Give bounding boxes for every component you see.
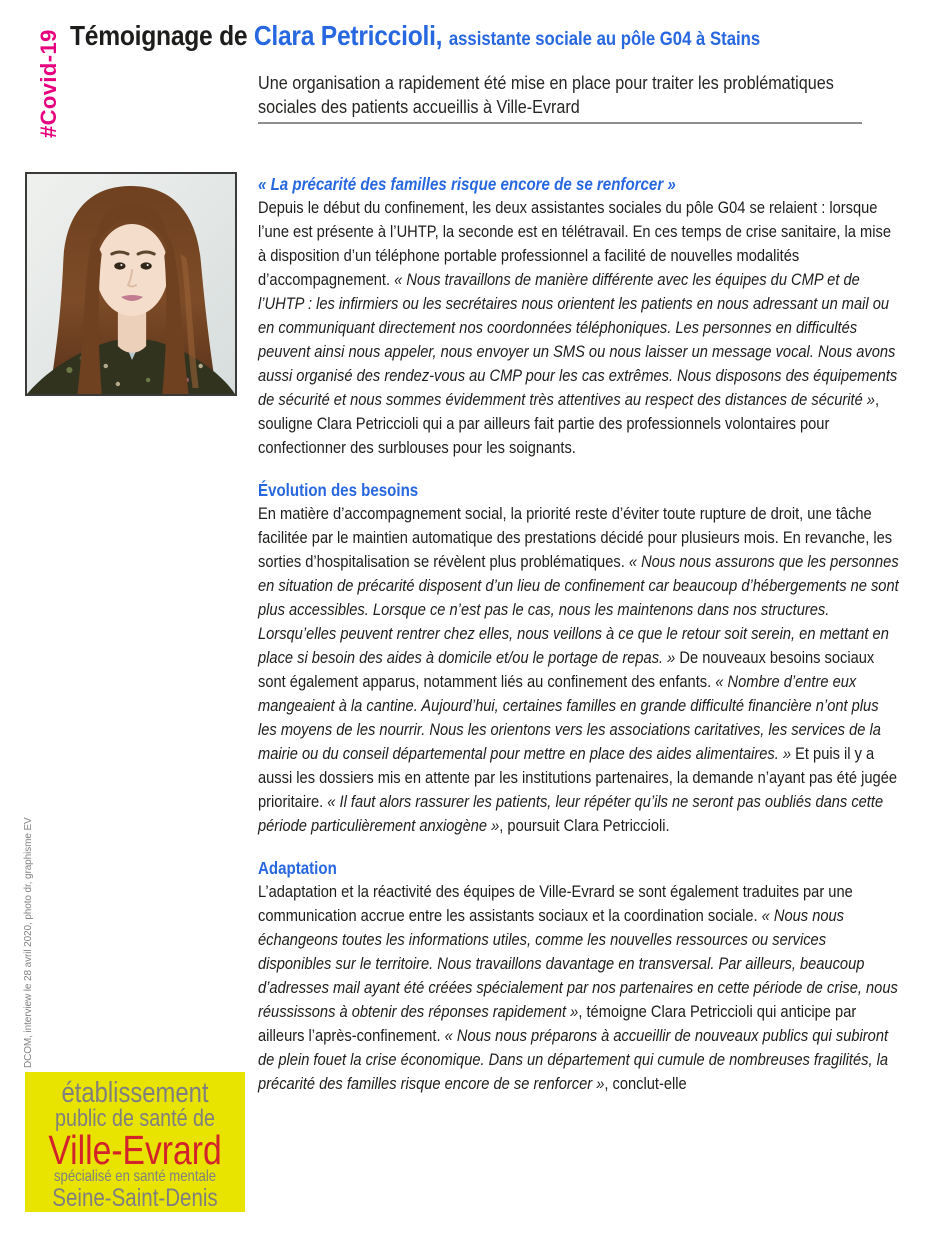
person-role: assistante sociale au pôle G04 à Stains xyxy=(448,29,761,50)
section-heading: Adaptation xyxy=(258,858,337,878)
subtitle xyxy=(258,71,834,119)
section-evolution-des-besoins xyxy=(258,478,900,838)
header-divider xyxy=(258,122,862,124)
section-heading: Évolution des besoins xyxy=(258,480,419,500)
portrait-photo xyxy=(25,172,237,396)
logo-line-seine-saint-denis: Seine-Saint-Denis xyxy=(52,1184,218,1212)
logo-line-specialise: spécialisé en santé mentale xyxy=(53,1168,217,1185)
subtitle-line-2: sociales des patients accueillis à Ville-Evrard xyxy=(258,96,580,117)
page-title xyxy=(70,20,760,52)
logo-text xyxy=(25,1079,245,1211)
section-paragraph: L’adaptation et la réactivité des équipes de Ville-Evrard se sont également traduites par une communication accrue entre les assistants sociaux et la coordination sociale. « Nous nous échangeons toutes les informations utiles, comme les nouvelles ressources ou services disponibles sur le territoire. Nous travaillons davantage en transversal. Par ailleurs, beaucoup d’adresses mail ayant été créées spécialement par nos partenaires en cette période de crise, nous réussissons à obtenir des réponses rapidement », témoigne Clara Petriccioli qui anticipe par ailleurs l’après-confinement. « Nous nous préparons à accueillir de nouveaux publics qui subiront de plein fouet la crise économique. Dans un département qui cumule de nombreuses fragilités, la précarité des familles risque encore de se renforcer », conclut-elle xyxy=(258,882,898,1093)
logo-line-public-de-sante: public de santé de xyxy=(55,1105,215,1132)
person-name: Clara Petriccioli, xyxy=(253,20,443,51)
article xyxy=(258,172,900,1096)
logo-line-etablissement: établissement xyxy=(61,1077,209,1109)
section-heading: « La précarité des familles risque encore de se renforcer » xyxy=(258,174,676,194)
covid-hashtag-label: #Covid-19 xyxy=(36,29,61,138)
photo-credit-vertical: DCOM, interview le 28 avril 2020, photo dr, graphisme EV xyxy=(23,817,34,1068)
section-paragraph: Depuis le début du confinement, les deux assistantes sociales du pôle G04 se relaient : lorsque l’une est présente à l’UHTP, la seconde est en télétravail. En ces temps de crise sanitaire, la mise à disposition d’un téléphone portable professionnel a facilité de nouvelles modalités d’accompagnement. « Nous travaillons de manière différente avec les équipes du CMP et de l’UHTP : les infirmiers ou les secrétaires nous orientent les patients en nous adressant un mail ou en communiquant directement nos coordonnées téléphoniques. Les personnes en difficultés peuvent ainsi nous appeler, nous envoyer un SMS ou nous laisser un message vocal. Nous avons aussi organisé des rendez-vous au CMP pour les cas extrêmes. Nous disposons des équipements de sécurité et nous sommes évidemment très attentives au respect des distances de sécurité », souligne Clara Petriccioli qui a par ailleurs fait partie des professionnels volontaires pour confectionner des surblouses pour les soignants. xyxy=(258,198,898,457)
section-paragraph: En matière d’accompagnement social, la priorité reste d’éviter toute rupture de droit, une tâche facilitée par le maintien automatique des prestations décidé pour plusieurs mois. En revanche, les sorties d’hospitalisation se révèlent plus problématiques. « Nous nous assurons que les personnes en situation de précarité disposent d’un lieu de confinement car beaucoup d’hébergements ne sont plus accessibles. Lorsque ce n’est pas le cas, nous les maintenons dans nos structures. Lorsqu’elles peuvent rentrer chez elles, nous veillons à ce que le retour soit serein, en mettant en place si besoin des aides à domicile et/ou le portage de repas. » De nouveaux besoins sociaux sont également apparus, notamment liés au confinement des enfants. « Nombre d’entre eux mangeaient à la cantine. Aujourd’hui, certaines familles en grande difficulté financière n’ont plus les moyens de les nourrir. Nous les orientons vers les associations caritatives, les services de la mairie ou du conseil départemental pour mettre en place des aides alimentaires. » Et puis il y a aussi les dossiers mis en attente par les institutions partenaires, la demande n’ayant pas été jugée prioritaire. « Il faut alors rassurer les patients, leur répéter qu’ils ne seront pas oubliés dans cette période particulièrement anxiogène », poursuit Clara Petriccioli. xyxy=(258,504,899,835)
logo-line-ville-evrard: Ville-Evrard xyxy=(48,1127,222,1173)
section-adaptation xyxy=(258,856,900,1096)
section-precarite xyxy=(258,172,900,460)
subtitle-line-1: Une organisation a rapidement été mise en place pour traiter les problématiques xyxy=(258,72,834,93)
ville-evrard-logo xyxy=(25,1072,245,1212)
title-prefix: Témoignage de xyxy=(70,20,248,51)
